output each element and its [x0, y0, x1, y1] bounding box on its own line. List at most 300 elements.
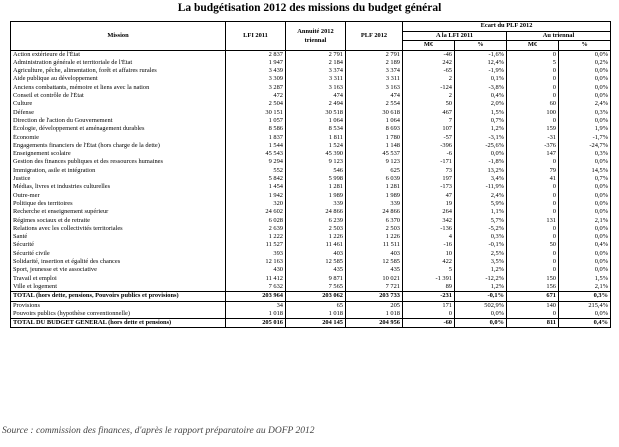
cell-annuite: 339	[286, 200, 346, 208]
cell-ecart-tri-meur: 5	[507, 59, 559, 67]
extra-row	[11, 310, 611, 319]
table-row	[11, 59, 611, 67]
cell-annuite: 1 226	[286, 233, 346, 241]
cell-lfi2011: 30 151	[226, 109, 286, 117]
cell-ecart-lfi-pct: -25,6%	[455, 142, 507, 150]
cell-annuite: 6 239	[286, 217, 346, 225]
cell-ecart-tri-pct: 0,0%	[559, 250, 611, 258]
grand-total-row	[11, 319, 611, 328]
cell-plf2012: 1 281	[346, 183, 403, 191]
cell-ecart-lfi-meur: -46	[403, 50, 455, 59]
table-row	[11, 275, 611, 283]
cell-plf2012: 6 370	[346, 217, 403, 225]
grand-total-ecart-lfi-pct: 0,0%	[455, 319, 507, 328]
table-row	[11, 266, 611, 274]
cell-annuite: 1 989	[286, 192, 346, 200]
cell-ecart-tri-meur: 156	[507, 283, 559, 292]
cell-ecart-tri-pct: 0,0%	[559, 200, 611, 208]
table-row	[11, 117, 611, 125]
cell-ecart-tri-meur: 0	[507, 310, 559, 319]
cell-label: Recherche et enseignement supérieur	[11, 208, 226, 216]
header-vs-lfi: A la LFI 2011	[403, 32, 507, 41]
cell-label: Solidarité, insertion et égalité des chances	[11, 258, 226, 266]
cell-lfi2011: 2 639	[226, 225, 286, 233]
cell-lfi2011: 12 163	[226, 258, 286, 266]
cell-label: Écologie, développement et aménagement durables	[11, 125, 226, 133]
cell-plf2012: 12 585	[346, 258, 403, 266]
cell-ecart-tri-pct: 0,0%	[559, 84, 611, 92]
cell-label: Défense	[11, 109, 226, 117]
header-ecart: Ecart du PLF 2012	[403, 22, 611, 32]
cell-ecart-lfi-meur: -396	[403, 142, 455, 150]
cell-label: Sécurité	[11, 241, 226, 249]
cell-plf2012: 30 618	[346, 109, 403, 117]
cell-ecart-tri-meur: 0	[507, 158, 559, 166]
cell-ecart-tri-pct: -24,7%	[559, 142, 611, 150]
total-row	[11, 292, 611, 301]
cell-ecart-tri-meur: 150	[507, 275, 559, 283]
cell-ecart-tri-pct: -1,7%	[559, 134, 611, 142]
cell-ecart-lfi-meur: 342	[403, 217, 455, 225]
cell-lfi2011: 11 527	[226, 241, 286, 249]
cell-ecart-lfi-pct: 0,4%	[455, 92, 507, 100]
total-ecart-lfi-meur: -231	[403, 292, 455, 301]
cell-ecart-lfi-meur: -171	[403, 158, 455, 166]
header-meur-1: M€	[403, 41, 455, 50]
cell-lfi2011: 1 544	[226, 142, 286, 150]
grand-total-plf2012: 204 956	[346, 319, 403, 328]
cell-annuite: 12 585	[286, 258, 346, 266]
cell-lfi2011: 34	[226, 301, 286, 310]
cell-label: Agriculture, pêche, alimentation, forêt et affaires rurales	[11, 67, 226, 75]
cell-ecart-tri-meur: 0	[507, 208, 559, 216]
cell-ecart-lfi-pct: -1,6%	[455, 50, 507, 59]
cell-ecart-tri-pct: 0,0%	[559, 183, 611, 191]
cell-lfi2011: 45 543	[226, 150, 286, 158]
cell-annuite: 1 064	[286, 117, 346, 125]
total-ecart-tri-pct: 0,3%	[559, 292, 611, 301]
cell-ecart-lfi-meur: 19	[403, 200, 455, 208]
table-row	[11, 109, 611, 117]
table-row	[11, 241, 611, 249]
cell-ecart-lfi-meur: -136	[403, 225, 455, 233]
cell-annuite: 65	[286, 301, 346, 310]
cell-lfi2011: 1 018	[226, 310, 286, 319]
cell-label: Aide publique au développement	[11, 75, 226, 83]
cell-lfi2011: 1 454	[226, 183, 286, 191]
cell-ecart-lfi-pct: 0,0%	[455, 310, 507, 319]
cell-ecart-lfi-pct: 0,1%	[455, 75, 507, 83]
cell-plf2012: 11 511	[346, 241, 403, 249]
cell-lfi2011: 1 947	[226, 59, 286, 67]
cell-ecart-lfi-pct: 2,5%	[455, 250, 507, 258]
cell-ecart-lfi-meur: 107	[403, 125, 455, 133]
cell-ecart-tri-pct: 0,2%	[559, 59, 611, 67]
cell-ecart-tri-pct: 0,0%	[559, 258, 611, 266]
cell-ecart-lfi-pct: 12,4%	[455, 59, 507, 67]
cell-ecart-tri-pct: 0,3%	[559, 109, 611, 117]
cell-label: Outre-mer	[11, 192, 226, 200]
cell-ecart-lfi-meur: 197	[403, 175, 455, 183]
grand-total-annuite: 204 145	[286, 319, 346, 328]
cell-annuite: 30 518	[286, 109, 346, 117]
cell-lfi2011: 3 439	[226, 67, 286, 75]
cell-lfi2011: 7 632	[226, 283, 286, 292]
cell-annuite: 2 494	[286, 100, 346, 108]
cell-ecart-lfi-pct: 2,4%	[455, 192, 507, 200]
cell-ecart-tri-pct: 0,0%	[559, 117, 611, 125]
cell-ecart-lfi-pct: -1,8%	[455, 158, 507, 166]
cell-ecart-tri-pct: 0,0%	[559, 225, 611, 233]
cell-label: Ville et logement	[11, 283, 226, 292]
cell-ecart-lfi-meur: 171	[403, 301, 455, 310]
cell-ecart-tri-meur: 0	[507, 75, 559, 83]
cell-annuite: 9 871	[286, 275, 346, 283]
cell-ecart-tri-meur: 0	[507, 183, 559, 191]
cell-annuite: 7 565	[286, 283, 346, 292]
cell-ecart-tri-meur: 0	[507, 250, 559, 258]
cell-ecart-lfi-pct: -5,2%	[455, 225, 507, 233]
cell-annuite: 1 281	[286, 183, 346, 191]
cell-ecart-lfi-pct: -12,2%	[455, 275, 507, 283]
cell-ecart-lfi-pct: -1,9%	[455, 67, 507, 75]
table-row	[11, 192, 611, 200]
header-plf2012: PLF 2012	[346, 22, 403, 51]
table-row	[11, 283, 611, 292]
cell-ecart-lfi-pct: 5,9%	[455, 200, 507, 208]
cell-ecart-lfi-pct: 0,3%	[455, 233, 507, 241]
cell-ecart-lfi-meur: -16	[403, 241, 455, 249]
cell-ecart-tri-meur: 0	[507, 50, 559, 59]
cell-ecart-lfi-pct: 5,7%	[455, 217, 507, 225]
cell-plf2012: 205	[346, 301, 403, 310]
cell-label: Relations avec les collectivités territoriales	[11, 225, 226, 233]
source-note: Source : commission des finances, d'après le rapport préparatoire au DOFP 2012	[2, 426, 315, 436]
total-ecart-lfi-pct: -0,1%	[455, 292, 507, 301]
cell-ecart-lfi-meur: 5	[403, 266, 455, 274]
table-row	[11, 233, 611, 241]
cell-ecart-tri-pct: 2,1%	[559, 217, 611, 225]
cell-ecart-tri-meur: 0	[507, 200, 559, 208]
cell-ecart-tri-meur: 0	[507, 117, 559, 125]
cell-ecart-lfi-meur: 422	[403, 258, 455, 266]
cell-ecart-tri-pct: 0,0%	[559, 266, 611, 274]
cell-ecart-tri-meur: 140	[507, 301, 559, 310]
cell-lfi2011: 6 028	[226, 217, 286, 225]
cell-ecart-lfi-pct: 1,2%	[455, 266, 507, 274]
cell-label: Anciens combattants, mémoire et liens avec la nation	[11, 84, 226, 92]
cell-ecart-tri-pct: 14,5%	[559, 167, 611, 175]
cell-ecart-tri-pct: 1,9%	[559, 125, 611, 133]
cell-ecart-lfi-pct: 13,2%	[455, 167, 507, 175]
cell-plf2012: 403	[346, 250, 403, 258]
cell-lfi2011: 3 309	[226, 75, 286, 83]
table-row	[11, 225, 611, 233]
cell-ecart-lfi-meur: 2	[403, 92, 455, 100]
cell-ecart-lfi-pct: -11,9%	[455, 183, 507, 191]
cell-ecart-lfi-meur: 4	[403, 233, 455, 241]
cell-ecart-tri-pct: 0,0%	[559, 192, 611, 200]
cell-annuite: 435	[286, 266, 346, 274]
cell-ecart-tri-meur: 0	[507, 84, 559, 92]
table-row	[11, 84, 611, 92]
cell-plf2012: 435	[346, 266, 403, 274]
table-row	[11, 142, 611, 150]
cell-plf2012: 1 780	[346, 134, 403, 142]
table-row	[11, 92, 611, 100]
cell-plf2012: 2 791	[346, 50, 403, 59]
header-pct-1: %	[455, 41, 507, 50]
cell-label: Santé	[11, 233, 226, 241]
cell-ecart-tri-meur: 79	[507, 167, 559, 175]
cell-annuite: 1 524	[286, 142, 346, 150]
cell-annuite: 2 791	[286, 50, 346, 59]
cell-plf2012: 2 554	[346, 100, 403, 108]
cell-lfi2011: 9 294	[226, 158, 286, 166]
cell-plf2012: 1 148	[346, 142, 403, 150]
cell-plf2012: 8 693	[346, 125, 403, 133]
cell-plf2012: 1 226	[346, 233, 403, 241]
table-row	[11, 217, 611, 225]
cell-ecart-lfi-pct: 0,0%	[455, 150, 507, 158]
cell-ecart-tri-pct: 0,0%	[559, 208, 611, 216]
cell-ecart-lfi-meur: 10	[403, 250, 455, 258]
cell-ecart-lfi-meur: 73	[403, 167, 455, 175]
cell-label: Engagements financiers de l'État (hors charge de la dette)	[11, 142, 226, 150]
table-row	[11, 100, 611, 108]
cell-ecart-lfi-meur: 0	[403, 310, 455, 319]
cell-plf2012: 1 018	[346, 310, 403, 319]
table-row	[11, 258, 611, 266]
cell-label: Direction de l'action du Gouvernement	[11, 117, 226, 125]
cell-annuite: 1 811	[286, 134, 346, 142]
cell-plf2012: 474	[346, 92, 403, 100]
cell-ecart-tri-meur: 147	[507, 150, 559, 158]
grand-total-label: TOTAL DU BUDGET GENERAL (hors dette et pensions)	[11, 319, 226, 328]
cell-ecart-lfi-meur: 264	[403, 208, 455, 216]
cell-label: Pouvoirs publics (hypothèse conventionnelle)	[11, 310, 226, 319]
cell-ecart-tri-meur: 50	[507, 241, 559, 249]
cell-label: Enseignement scolaire	[11, 150, 226, 158]
grand-total-lfi2011: 205 016	[226, 319, 286, 328]
cell-label: Sport, jeunesse et vie associative	[11, 266, 226, 274]
cell-plf2012: 6 039	[346, 175, 403, 183]
cell-ecart-tri-pct: 0,0%	[559, 310, 611, 319]
cell-ecart-tri-meur: 60	[507, 100, 559, 108]
cell-label: Justice	[11, 175, 226, 183]
cell-ecart-tri-meur: 0	[507, 92, 559, 100]
table-row	[11, 250, 611, 258]
cell-ecart-tri-meur: -376	[507, 142, 559, 150]
table-row	[11, 50, 611, 59]
cell-ecart-lfi-meur: 2	[403, 75, 455, 83]
grand-total-ecart-tri-pct: 0,4%	[559, 319, 611, 328]
header-mission: Mission	[11, 22, 226, 51]
total-label: TOTAL (hors dette, pensions, Pouvoirs publics et provisions)	[11, 292, 226, 301]
cell-lfi2011: 1 222	[226, 233, 286, 241]
cell-lfi2011: 552	[226, 167, 286, 175]
cell-ecart-lfi-pct: 2,0%	[455, 100, 507, 108]
cell-plf2012: 1 989	[346, 192, 403, 200]
cell-ecart-lfi-meur: 50	[403, 100, 455, 108]
cell-plf2012: 339	[346, 200, 403, 208]
cell-lfi2011: 1 057	[226, 117, 286, 125]
cell-ecart-tri-pct: 0,3%	[559, 150, 611, 158]
cell-ecart-tri-pct: 0,0%	[559, 50, 611, 59]
header-lfi2011: LFI 2011	[226, 22, 286, 51]
cell-label: Médias, livres et industries culturelles	[11, 183, 226, 191]
cell-plf2012: 3 311	[346, 75, 403, 83]
cell-label: Immigration, asile et intégration	[11, 167, 226, 175]
cell-ecart-tri-meur: 0	[507, 233, 559, 241]
cell-label: Culture	[11, 100, 226, 108]
cell-plf2012: 7 721	[346, 283, 403, 292]
cell-annuite: 2 503	[286, 225, 346, 233]
cell-lfi2011: 430	[226, 266, 286, 274]
cell-plf2012: 625	[346, 167, 403, 175]
cell-lfi2011: 472	[226, 92, 286, 100]
extra-row	[11, 301, 611, 310]
cell-ecart-tri-meur: 100	[507, 109, 559, 117]
cell-annuite: 5 998	[286, 175, 346, 183]
cell-annuite: 11 461	[286, 241, 346, 249]
cell-lfi2011: 1 837	[226, 134, 286, 142]
total-plf2012: 203 733	[346, 292, 403, 301]
budget-table	[10, 21, 611, 328]
cell-ecart-lfi-meur: -6	[403, 150, 455, 158]
cell-annuite: 3 311	[286, 75, 346, 83]
cell-ecart-tri-meur: 0	[507, 258, 559, 266]
table-row	[11, 183, 611, 191]
table-row	[11, 150, 611, 158]
total-annuite: 203 062	[286, 292, 346, 301]
table-row	[11, 167, 611, 175]
cell-ecart-tri-meur: 0	[507, 266, 559, 274]
cell-ecart-tri-pct: 1,5%	[559, 275, 611, 283]
cell-annuite: 24 866	[286, 208, 346, 216]
cell-ecart-tri-pct: 2,1%	[559, 283, 611, 292]
cell-ecart-tri-pct: 0,0%	[559, 158, 611, 166]
cell-annuite: 2 184	[286, 59, 346, 67]
cell-label: Provisions	[11, 301, 226, 310]
cell-label: Sécurité civile	[11, 250, 226, 258]
cell-ecart-lfi-pct: 1,2%	[455, 283, 507, 292]
cell-label: Administration générale et territoriale de l'État	[11, 59, 226, 67]
cell-label: Action extérieure de l'État	[11, 50, 226, 59]
grand-total-ecart-lfi-meur: -60	[403, 319, 455, 328]
cell-lfi2011: 11 412	[226, 275, 286, 283]
cell-annuite: 403	[286, 250, 346, 258]
table-body	[11, 50, 611, 328]
table-row	[11, 175, 611, 183]
cell-ecart-lfi-meur: -124	[403, 84, 455, 92]
cell-ecart-lfi-pct: 3,5%	[455, 258, 507, 266]
cell-ecart-lfi-pct: 0,7%	[455, 117, 507, 125]
cell-ecart-lfi-pct: 1,2%	[455, 125, 507, 133]
cell-lfi2011: 3 287	[226, 84, 286, 92]
cell-ecart-lfi-meur: 47	[403, 192, 455, 200]
cell-annuite: 1 018	[286, 310, 346, 319]
cell-ecart-tri-meur: 41	[507, 175, 559, 183]
table-row	[11, 67, 611, 75]
cell-ecart-tri-meur: 131	[507, 217, 559, 225]
cell-plf2012: 1 064	[346, 117, 403, 125]
cell-ecart-lfi-meur: -57	[403, 134, 455, 142]
cell-label: Économie	[11, 134, 226, 142]
table-row	[11, 75, 611, 83]
table-row	[11, 134, 611, 142]
cell-lfi2011: 24 602	[226, 208, 286, 216]
cell-label: Travail et emploi	[11, 275, 226, 283]
cell-lfi2011: 320	[226, 200, 286, 208]
cell-lfi2011: 2 837	[226, 50, 286, 59]
cell-plf2012: 2 503	[346, 225, 403, 233]
cell-annuite: 9 123	[286, 158, 346, 166]
cell-lfi2011: 393	[226, 250, 286, 258]
cell-ecart-tri-pct: 0,7%	[559, 175, 611, 183]
cell-ecart-tri-pct: 0,0%	[559, 67, 611, 75]
total-ecart-tri-meur: 671	[507, 292, 559, 301]
cell-plf2012: 45 537	[346, 150, 403, 158]
table-row	[11, 200, 611, 208]
table-row	[11, 208, 611, 216]
cell-ecart-lfi-pct: 502,9%	[455, 301, 507, 310]
cell-plf2012: 2 189	[346, 59, 403, 67]
cell-annuite: 8 534	[286, 125, 346, 133]
cell-ecart-lfi-meur: -65	[403, 67, 455, 75]
cell-ecart-tri-pct: 2,4%	[559, 100, 611, 108]
cell-label: Conseil et contrôle de l'État	[11, 92, 226, 100]
cell-lfi2011: 2 504	[226, 100, 286, 108]
page-title: La budgétisation 2012 des missions du budget général	[177, 2, 442, 14]
cell-ecart-lfi-meur: 7	[403, 117, 455, 125]
cell-ecart-lfi-meur: 242	[403, 59, 455, 67]
cell-ecart-tri-pct: 0,0%	[559, 233, 611, 241]
cell-ecart-tri-meur: 0	[507, 192, 559, 200]
cell-ecart-lfi-meur: -1 391	[403, 275, 455, 283]
cell-plf2012: 9 123	[346, 158, 403, 166]
cell-ecart-lfi-pct: 3,4%	[455, 175, 507, 183]
cell-ecart-tri-meur: 0	[507, 67, 559, 75]
header-pct-2: %	[559, 41, 611, 50]
cell-plf2012: 10 021	[346, 275, 403, 283]
cell-annuite: 3 163	[286, 84, 346, 92]
cell-ecart-tri-pct: 0,0%	[559, 75, 611, 83]
cell-lfi2011: 1 942	[226, 192, 286, 200]
header-vs-triennal: Au triennal	[507, 32, 611, 41]
table-row	[11, 125, 611, 133]
cell-plf2012: 24 866	[346, 208, 403, 216]
cell-ecart-tri-pct: 0,4%	[559, 241, 611, 249]
header-meur-2: M€	[507, 41, 559, 50]
cell-ecart-tri-pct: 0,0%	[559, 92, 611, 100]
cell-ecart-lfi-pct: 1,1%	[455, 208, 507, 216]
total-lfi2011: 203 964	[226, 292, 286, 301]
cell-ecart-tri-pct: 215,4%	[559, 301, 611, 310]
cell-annuite: 546	[286, 167, 346, 175]
cell-label: Politique des territoires	[11, 200, 226, 208]
cell-label: Gestion des finances publiques et des ressources humaines	[11, 158, 226, 166]
cell-ecart-lfi-meur: 467	[403, 109, 455, 117]
cell-ecart-lfi-pct: -3,1%	[455, 134, 507, 142]
cell-ecart-lfi-meur: 89	[403, 283, 455, 292]
cell-plf2012: 3 163	[346, 84, 403, 92]
cell-ecart-tri-meur: 159	[507, 125, 559, 133]
cell-annuite: 3 374	[286, 67, 346, 75]
cell-plf2012: 3 374	[346, 67, 403, 75]
cell-ecart-lfi-pct: -3,8%	[455, 84, 507, 92]
cell-annuite: 45 390	[286, 150, 346, 158]
